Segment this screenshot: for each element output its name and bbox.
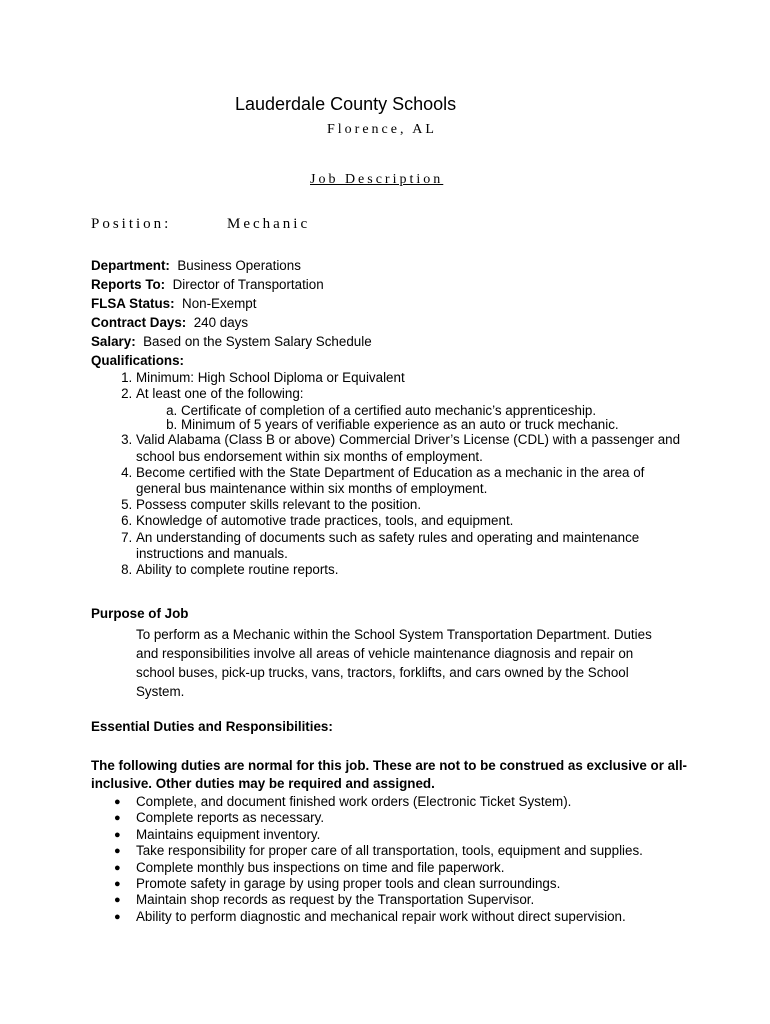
duties-list xyxy=(91,794,756,925)
duty-item: ● Ability to perform diagnostic and mechanical repair work without direct supervision. xyxy=(114,908,626,924)
qualification-item: 7. An understanding of documents such as safety rules and operating and maintenance instructions and manuals. xyxy=(136,530,691,562)
field-contract-days: Contract Days: 240 days xyxy=(91,315,249,330)
qualifications-list xyxy=(91,370,691,578)
duty-item: ● Maintain shop records as request by the Transportation Supervisor. xyxy=(114,892,535,908)
duty-item: ● Complete reports as necessary. xyxy=(114,810,325,826)
organization-name: Lauderdale County Schools xyxy=(235,94,457,114)
bullet-icon: ● xyxy=(114,796,121,808)
bullet-icon: ● xyxy=(114,812,121,825)
bullet-icon: ● xyxy=(114,878,121,891)
bullet-icon: ● xyxy=(114,910,121,923)
qualification-item: 4. Become certified with the State Department of Education as a mechanic in the area of general bus maintenance within six months of employment. xyxy=(136,465,691,497)
field-salary: Salary: Based on the System Salary Schedule xyxy=(91,334,372,349)
duties-title: Essential Duties and Responsibilities: xyxy=(91,719,333,734)
duty-item: ● Complete, and document finished work orders (Electronic Ticket System). xyxy=(114,794,572,809)
field-department: Department: Business Operations xyxy=(91,258,301,273)
purpose-text: To perform as a Mechanic within the School System Transportation Department. Duties and responsibilities involve all areas of vehicle maintenance diagnosis and repair on school buses, pick-up trucks, vans, tractors, forklifts, and cars owned by the School System. xyxy=(136,627,652,699)
city-location: Florence, AL xyxy=(327,122,437,137)
bullet-icon: ● xyxy=(114,845,121,858)
qualification-item: 3. Valid Alabama (Class B or above) Commercial Driver’s License (CDL) with a passenger and school bus endorsement within six months of employment. xyxy=(136,432,691,464)
bullet-icon: ● xyxy=(114,861,121,874)
bullet-icon: ● xyxy=(114,894,121,907)
qualification-sub-item: a. Certificate of completion of a certified auto mechanic’s apprenticeship. xyxy=(181,404,691,418)
duty-item: ● Complete monthly bus inspections on time and file paperwork. xyxy=(114,859,505,875)
qualification-item: 1. Minimum: High School Diploma or Equivalent xyxy=(136,370,691,386)
document-title: Job Description xyxy=(310,172,444,187)
position-label: Position: xyxy=(91,216,172,232)
bullet-icon: ● xyxy=(114,828,121,841)
qualification-item: 6. Knowledge of automotive trade practices, tools, and equipment. xyxy=(136,513,691,529)
position-value: Mechanic xyxy=(227,216,311,232)
duty-item: ● Maintains equipment inventory. xyxy=(114,826,321,842)
purpose-title: Purpose of Job xyxy=(91,606,189,621)
qualification-item: 2. At least one of the following: a. Certificate of completion of a certified auto mechanic’s apprenticeship. b. Minimum of 5 years of verifiable experience as an auto or truck mechanic. xyxy=(136,386,691,432)
qualification-item: 8. Ability to complete routine reports. xyxy=(136,562,691,578)
duties-note: The following duties are normal for this job. These are not to be construed as exclusive or all-inclusive. Other duties may be required and assigned. xyxy=(91,758,688,791)
field-reports-to: Reports To: Director of Transportation xyxy=(91,277,324,292)
job-fields xyxy=(91,256,691,370)
qualification-sub-item: b. Minimum of 5 years of verifiable experience as an auto or truck mechanic. xyxy=(181,418,691,432)
qualifications-title: Qualifications: xyxy=(91,353,185,368)
duty-item: ● Promote safety in garage by using proper tools and clean surroundings. xyxy=(114,876,561,892)
qualification-item: 5. Possess computer skills relevant to the position. xyxy=(136,497,691,513)
field-flsa-status: FLSA Status: Non-Exempt xyxy=(91,296,257,311)
duty-item: ● Take responsibility for proper care of all transportation, tools, equipment and supplies. xyxy=(114,843,643,859)
